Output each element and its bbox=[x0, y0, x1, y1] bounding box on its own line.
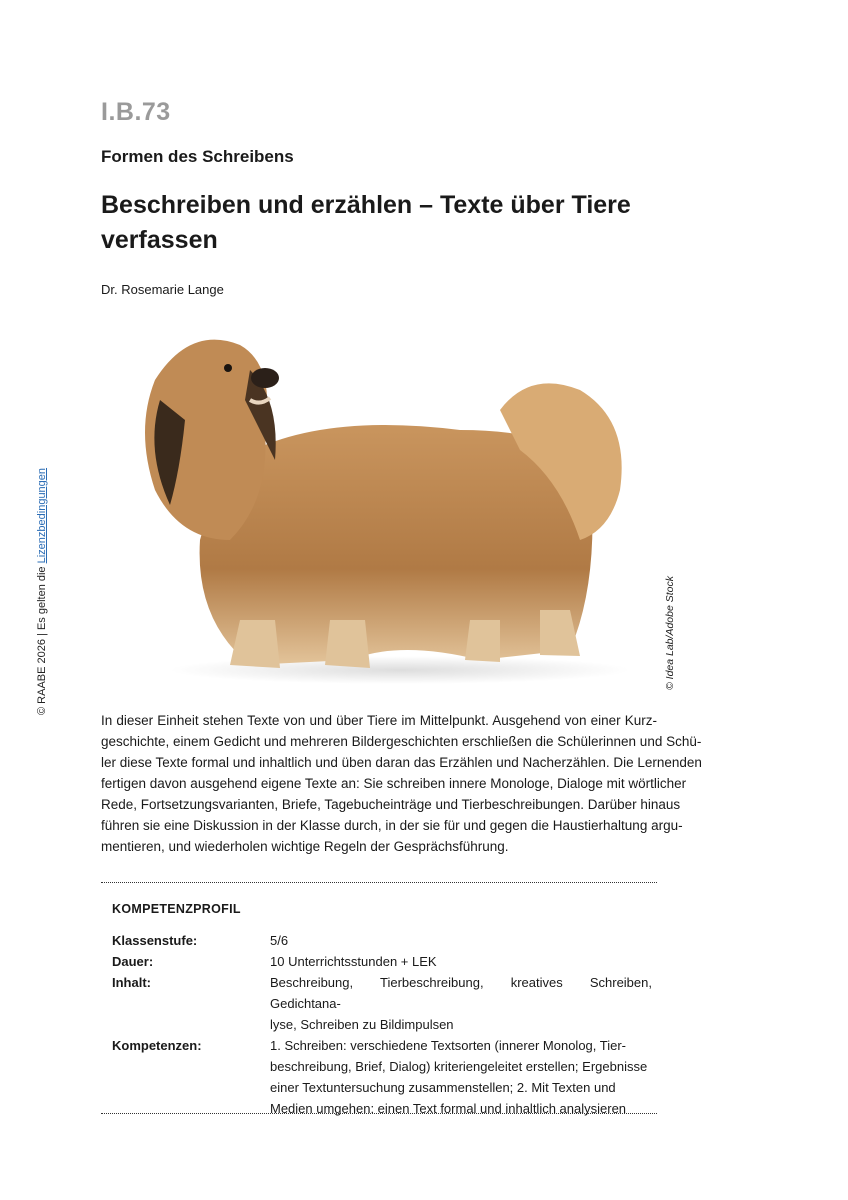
profile-value: 1. Schreiben: verschiedene Textsorten (innerer Monolog, Tier- bbox=[270, 1038, 627, 1053]
profile-row-duration bbox=[112, 951, 652, 972]
intro-line: In dieser Einheit stehen Texte von und über Tiere im Mittelpunkt. Ausgehend von einer Kurz- bbox=[101, 713, 657, 728]
dotted-divider-bottom bbox=[101, 1113, 657, 1114]
intro-line: mentieren, und wiederholen wichtige Regeln der Gesprächsführung. bbox=[101, 839, 509, 854]
intro-paragraph bbox=[101, 710, 702, 857]
unit-code: I.B.73 bbox=[101, 98, 171, 126]
intro-line: ler diese Texte formal und inhaltlich und üben daran das Erzählen und Nacherzählen. Die Lernenden bbox=[101, 755, 702, 770]
photo-credit: © Idea Lab/Adobe Stock bbox=[664, 576, 676, 690]
profile-label: Inhalt: bbox=[112, 975, 151, 990]
profile-value: Medien umgehen: einen Text formal und inhaltlich analysieren bbox=[270, 1101, 627, 1116]
profile-heading: KOMPETENZPROFIL bbox=[112, 902, 241, 916]
copyright-note bbox=[36, 468, 48, 715]
profile-row-content bbox=[112, 972, 652, 1035]
intro-line: Rede, Fortsetzungsvarianten, Briefe, Tagebucheinträge und Tierbeschreibungen. Darüber hinaus bbox=[101, 797, 681, 812]
copyright-text: © RAABE 2026 | Es gelten die bbox=[36, 563, 48, 715]
profile-row-competences bbox=[112, 1035, 652, 1119]
intro-line: fertigen davon ausgehend eigene Texte an: Sie schreiben innere Monologe, Dialoge mit wörtlicher bbox=[101, 776, 687, 791]
dotted-divider-top bbox=[101, 882, 657, 883]
profile-value: lyse, Schreiben zu Bildimpulsen bbox=[270, 1017, 454, 1032]
license-link[interactable]: Lizenzbedingungen bbox=[36, 467, 48, 564]
profile-label: Klassenstufe: bbox=[112, 933, 198, 948]
profile-value: beschreibung, Brief, Dialog) kriteriengeleitet erstellen; Ergebnisse bbox=[270, 1059, 648, 1074]
profile-label: Kompetenzen: bbox=[112, 1038, 202, 1053]
page-title: Beschreiben und erzählen – Texte über Tiere verfassen bbox=[101, 191, 631, 254]
intro-line: geschichte, einem Gedicht und mehreren Bildergeschichten erschließen die Schülerinnen und Schü- bbox=[101, 734, 702, 749]
series-heading: Formen des Schreibens bbox=[101, 147, 294, 166]
profile-value: 10 Unterrichtsstunden + LEK bbox=[270, 954, 437, 969]
profile-label: Dauer: bbox=[112, 954, 154, 969]
dog-photo bbox=[100, 320, 660, 700]
profile-value: Beschreibung, Tierbeschreibung, kreatives Schreiben, Gedichtana- bbox=[270, 975, 652, 1011]
author: Dr. Rosemarie Lange bbox=[101, 282, 224, 297]
profile-value: einer Textuntersuchung zusammenstellen; 2. Mit Texten und bbox=[270, 1080, 616, 1095]
profile-row-grade bbox=[112, 930, 652, 951]
profile-value: 5/6 bbox=[270, 933, 289, 948]
competence-profile bbox=[112, 902, 652, 1119]
intro-line: führen sie eine Diskussion in der Klasse durch, in der sie für und gegen die Haustierhaltung argu- bbox=[101, 818, 683, 833]
